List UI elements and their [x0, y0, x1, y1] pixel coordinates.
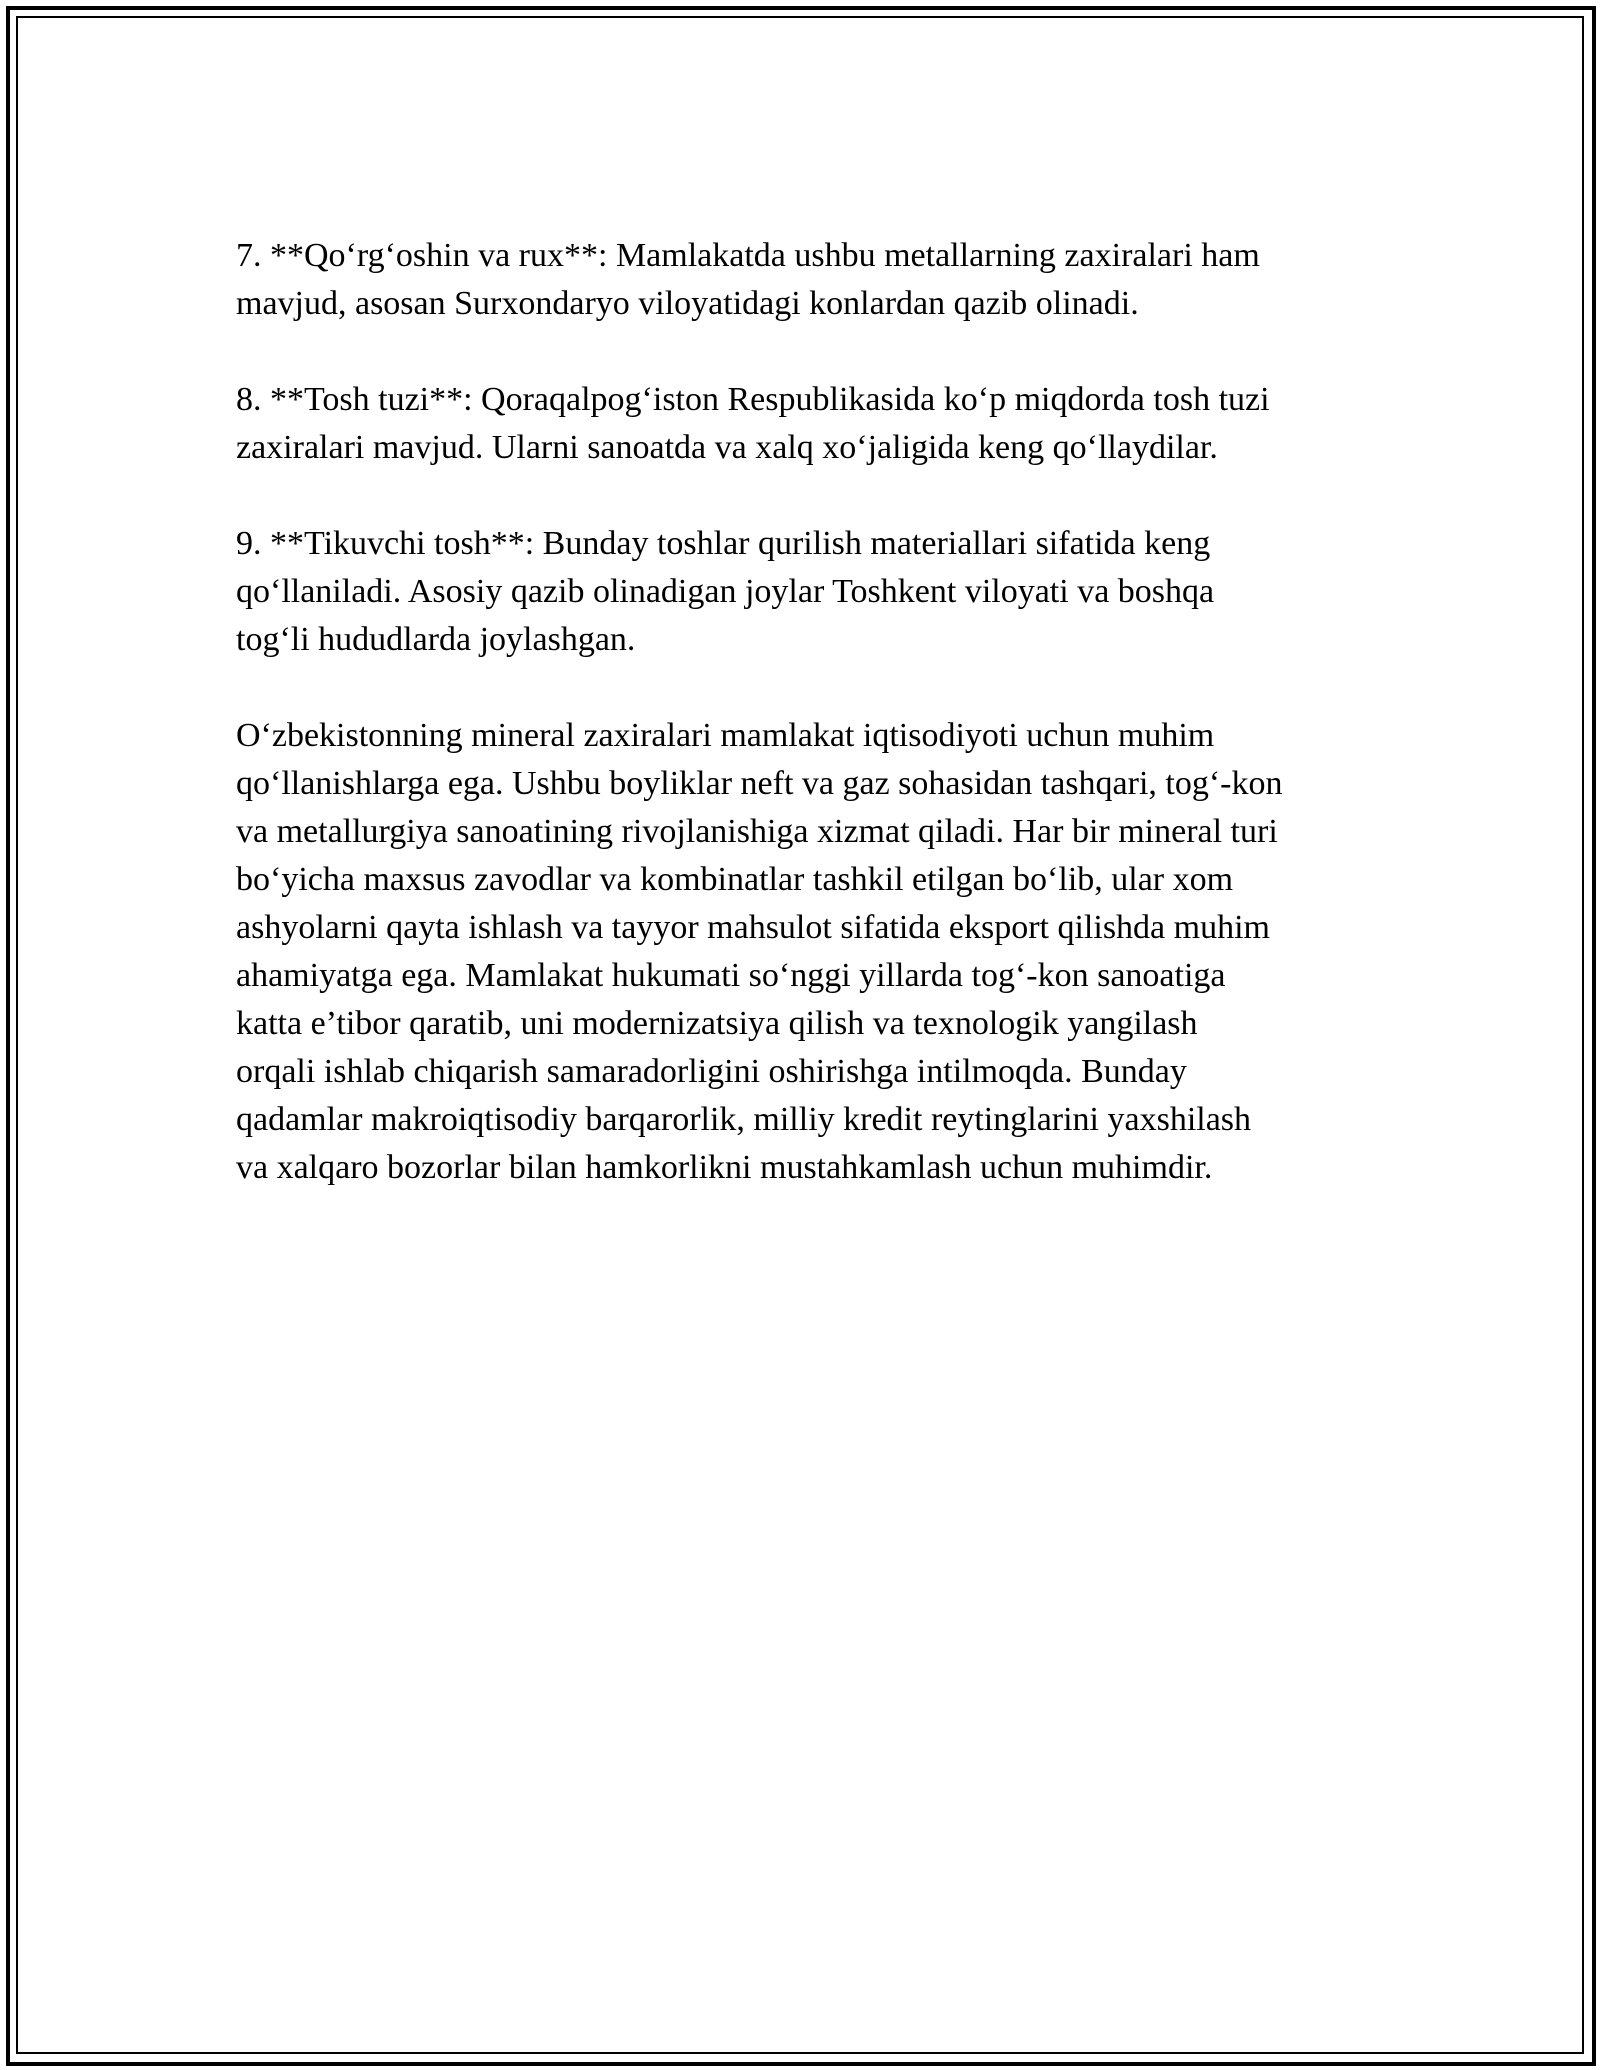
text-line: bo‘yicha maxsus zavodlar va kombinatlar tashkil etilgan bo‘lib, ular xom	[236, 861, 1234, 898]
paragraph-building-stone	[236, 520, 1376, 664]
text-line: qo‘llaniladi. Asosiy qazib olinadigan joylar Toshkent viloyati va boshqa	[236, 573, 1215, 610]
text-line: qadamlar makroiqtisodiy barqarorlik, milliy kredit reytinglarini yaxshilash	[236, 1101, 1252, 1138]
text-line: qo‘llanishlarga ega. Ushbu boyliklar neft va gaz sohasidan tashqari, tog‘-kon	[236, 765, 1283, 802]
paragraph-summary	[236, 712, 1376, 1192]
text-line: va metallurgiya sanoatining rivojlanishiga xizmat qiladi. Har bir mineral turi	[236, 813, 1278, 850]
text-line: katta e’tibor qaratib, uni modernizatsiya qilish va texnologik yangilash	[236, 1005, 1198, 1042]
text-line: 7. **Qo‘rg‘oshin va rux**: Mamlakatda ushbu metallarning zaxiralari ham	[236, 237, 1260, 274]
document-body	[236, 232, 1376, 1240]
text-line: 8. **Tosh tuzi**: Qoraqalpog‘iston Respublikasida ko‘p miqdorda tosh tuzi	[236, 381, 1270, 418]
text-line: mavjud, asosan Surxondaryo viloyatidagi konlardan qazib olinadi.	[236, 285, 1139, 322]
text-line: va xalqaro bozorlar bilan hamkorlikni mustahkamlash uchun muhimdir.	[236, 1149, 1213, 1186]
text-line: 9. **Tikuvchi tosh**: Bunday toshlar qurilish materiallari sifatida keng	[236, 525, 1211, 562]
paragraph-rock-salt	[236, 376, 1376, 472]
text-line: tog‘li hududlarda joylashgan.	[236, 621, 636, 658]
text-line: ahamiyatga ega. Mamlakat hukumati so‘nggi yillarda tog‘-kon sanoatiga	[236, 957, 1226, 994]
text-line: O‘zbekistonning mineral zaxiralari mamlakat iqtisodiyoti uchun muhim	[236, 717, 1215, 754]
text-line: zaxiralari mavjud. Ularni sanoatda va xalq xo‘jaligida keng qo‘llaydilar.	[236, 429, 1218, 466]
text-line: orqali ishlab chiqarish samaradorligini oshirishga intilmoqda. Bunday	[236, 1053, 1187, 1090]
text-line: ashyolarni qayta ishlash va tayyor mahsulot sifatida eksport qilishda muhim	[236, 909, 1270, 946]
paragraph-lead-zinc	[236, 232, 1376, 328]
